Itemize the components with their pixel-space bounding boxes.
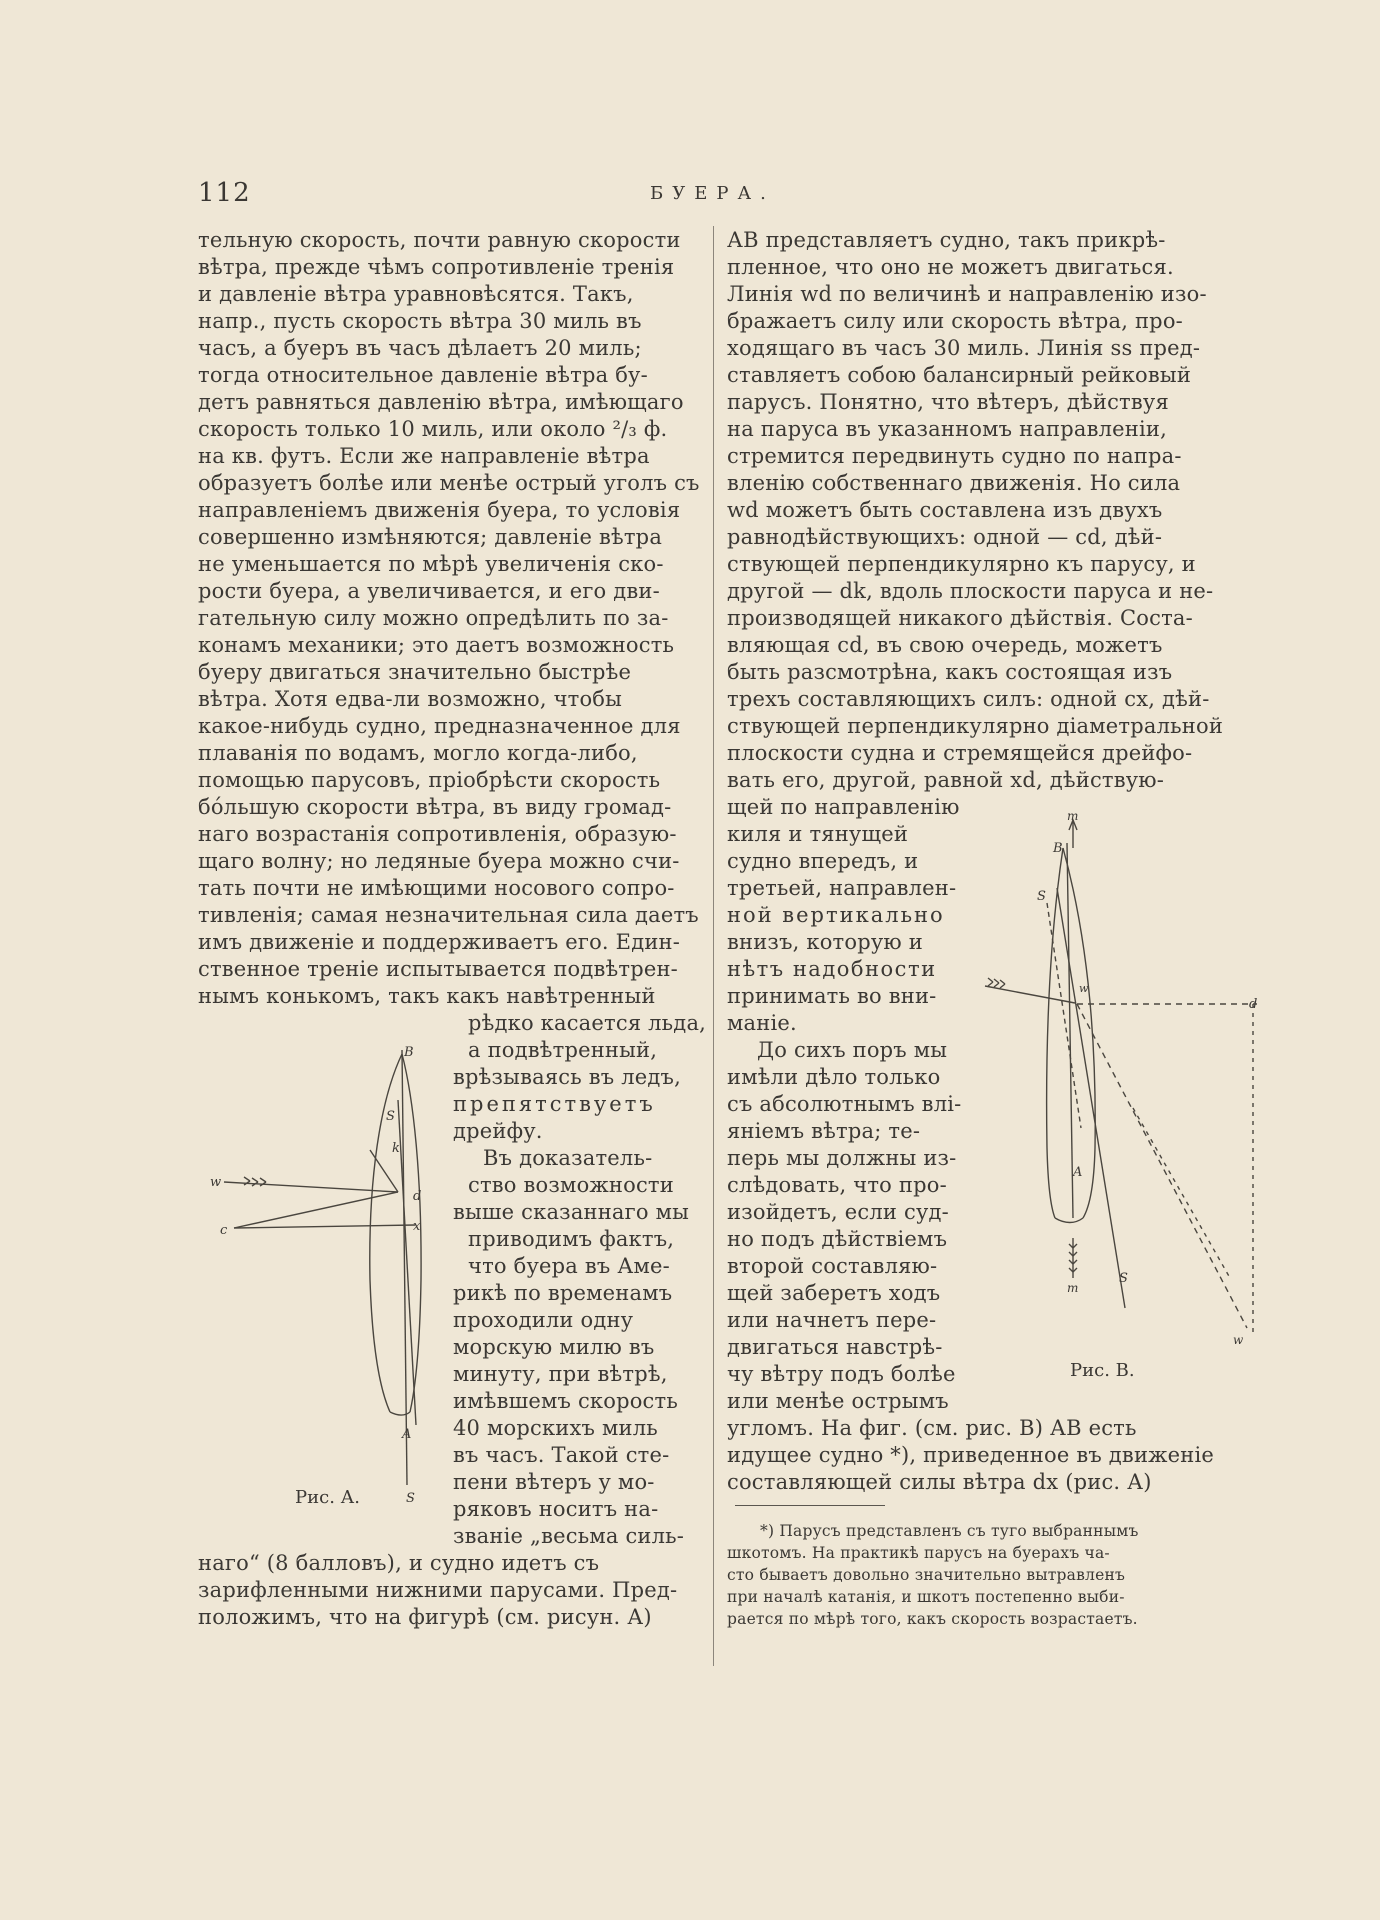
text-line: угломъ. На фиг. (см. рис. В) АВ есть — [727, 1416, 1137, 1440]
text-line: на паруса въ указанномъ направленіи, — [727, 417, 1167, 441]
sail-line — [1057, 888, 1125, 1308]
text-line: тогда относительное давленіе вѣтра бу- — [198, 363, 648, 387]
text-line: выше сказаннаго мы — [453, 1200, 690, 1224]
text-line: 40 морскихъ миль — [453, 1416, 658, 1440]
text-line: маніе. — [727, 1011, 797, 1035]
text-line: пени вѣтеръ у мо- — [453, 1470, 655, 1494]
text-line: ствующей перпендикулярно діаметральной — [727, 714, 1224, 738]
text-line: ходящаго въ часъ 30 миль. Линія ss пред- — [727, 336, 1201, 360]
figure-b — [985, 808, 1275, 1358]
text-line: минуту, при вѣтрѣ, — [453, 1362, 668, 1386]
text-line: или менѣе острымъ — [727, 1389, 949, 1413]
hull-left-edge — [370, 1054, 402, 1412]
fig-b-label-d: d — [1249, 997, 1258, 1012]
text-line: въ часъ. Такой сте- — [453, 1443, 670, 1467]
hull-stern — [1055, 1218, 1083, 1223]
text-line: а подвѣтренный, — [468, 1038, 658, 1062]
text-line: ственное треніе испытывается подвѣтрен- — [198, 957, 678, 981]
fig-a-label-w: w — [210, 1175, 222, 1190]
footnote-line: рается по мѣрѣ того, какъ скорость возрастаетъ. — [727, 1610, 1138, 1628]
text-line: Въ доказатель- — [483, 1146, 653, 1170]
text-line: помощью парусовъ, пріобрѣсти скорость — [198, 768, 661, 792]
running-title: БУЕРА. — [650, 183, 775, 204]
text-line: составляющей силы вѣтра dx (рис. А) — [727, 1470, 1152, 1494]
text-line: ствующей перпендикулярно къ парусу, и — [727, 552, 1196, 576]
text-line: зарифленными нижними парусами. Пред- — [198, 1578, 678, 1602]
text-line: чу вѣтру подъ болѣе — [727, 1362, 956, 1386]
sail-line — [398, 1100, 416, 1425]
text-line: и давленіе вѣтра уравновѣсятся. Такъ, — [198, 282, 634, 306]
text-line: приводимъ фактъ, — [468, 1227, 675, 1251]
hull-stern — [390, 1412, 410, 1415]
text-line: имѣли дѣло только — [727, 1065, 941, 1089]
text-line: на кв. футъ. Если же направленіе вѣтра — [198, 444, 650, 468]
fig-a-label-c: c — [220, 1223, 228, 1238]
text-line: вленію собственнаго движенія. Но сила — [727, 471, 1181, 495]
wind-arrow-feathers — [244, 1177, 266, 1186]
sail-dashed — [1047, 903, 1081, 1128]
fig-a-label-x: x — [413, 1219, 421, 1234]
hull-left-edge — [1047, 848, 1063, 1218]
keel-line — [1067, 843, 1073, 1218]
text-line: часъ, а буеръ въ часъ дѣлаетъ 20 миль; — [198, 336, 642, 360]
text-line: бо́льшую скорости вѣтра, въ виду громад- — [198, 795, 672, 819]
text-line: или начнетъ пере- — [727, 1308, 937, 1332]
text-line: быть разсмотрѣна, какъ состоящая изъ — [727, 660, 1173, 684]
text-line: рости буера, а увеличивается, и его дви- — [198, 579, 660, 603]
text-line: трехъ составляющихъ силъ: одной cx, дѣй- — [727, 687, 1210, 711]
fig-a-label-d: d — [413, 1189, 422, 1204]
text-line: тать почти не имѣющими носового сопро- — [198, 876, 675, 900]
text-line: ной вертикально — [727, 903, 945, 927]
text-line: скорость только 10 миль, или около ²/₃ ф. — [198, 417, 668, 441]
text-line: совершенно измѣняются; давленіе вѣтра — [198, 525, 663, 549]
text-line: яніемъ вѣтра; те- — [727, 1119, 921, 1143]
text-line: другой — dk, вдоль плоскости паруса и не- — [727, 579, 1214, 603]
fig-a-label-B: B — [404, 1045, 414, 1060]
fig-a-label-k: k — [392, 1141, 400, 1156]
text-line: имъ движеніе и поддерживаетъ его. Един- — [198, 930, 681, 954]
text-line: не уменьшается по мѣрѣ увеличенія ско- — [198, 552, 664, 576]
cd-line — [234, 1225, 415, 1228]
page-number: 112 — [198, 178, 251, 208]
text-line: тивленія; самая незначительная сила даетъ — [198, 903, 699, 927]
text-line: вѣтра. Хотя едва-ли возможно, чтобы — [198, 687, 623, 711]
wind-line-c — [234, 1192, 398, 1228]
fig-b-label-w-bottom: w — [1233, 1333, 1244, 1347]
diag-dashed-2 — [1133, 1108, 1230, 1278]
text-line: пленное, что оно не можетъ двигаться. — [727, 255, 1174, 279]
text-line: равнодѣйствующихъ: одной — cd, дѣй- — [727, 525, 1163, 549]
fig-b-label-A: A — [1073, 1165, 1083, 1180]
text-line: третьей, направлен- — [727, 876, 957, 900]
text-line: званіе „весьма силь- — [453, 1524, 685, 1548]
footnote-line: шкотомъ. На практикѣ парусъ на буерахъ ча- — [727, 1544, 1110, 1562]
text-line: рѣдко касается льда, — [468, 1011, 707, 1035]
text-line: препятствуетъ — [453, 1092, 656, 1116]
text-line: идущее судно *), приведенное въ движеніе — [727, 1443, 1215, 1467]
text-line: морскую милю въ — [453, 1335, 655, 1359]
text-line: имѣвшемъ скорость — [453, 1389, 678, 1413]
fig-a-label-A: A — [402, 1427, 412, 1442]
text-line: вать его, другой, равной xd, дѣйствую- — [727, 768, 1165, 792]
text-line: судно впередъ, и — [727, 849, 919, 873]
text-line: проходили одну — [453, 1308, 634, 1332]
fig-b-label-m-top: m — [1067, 809, 1079, 823]
text-line: АВ представляетъ судно, такъ прикрѣ- — [727, 228, 1166, 252]
text-line: врѣзываясь въ ледъ, — [453, 1065, 681, 1089]
text-line: детъ равняться давленію вѣтра, имѣющаго — [198, 390, 684, 414]
text-line: производящей никакого дѣйствія. Соста- — [727, 606, 1193, 630]
text-line: Линія wd по величинѣ и направленію изо- — [727, 282, 1207, 306]
text-line: буеру двигаться значительно быстрѣе — [198, 660, 632, 684]
text-line: двигаться навстрѣ- — [727, 1335, 943, 1359]
figure-a-caption: Рис. А. — [295, 1487, 360, 1508]
fig-b-label-B: B — [1053, 841, 1063, 856]
keel-line — [402, 1050, 407, 1485]
fig-b-label-w: w — [1079, 982, 1089, 995]
fig-a-label-S-bottom: S — [406, 1491, 415, 1506]
text-line: изойдетъ, если суд- — [727, 1200, 949, 1224]
text-line: парусъ. Понятно, что вѣтеръ, дѣйствуя — [727, 390, 1169, 414]
text-line: плаванія по водамъ, могло когда-либо, — [198, 741, 638, 765]
text-line: вляющая cd, въ свою очередь, можетъ — [727, 633, 1163, 657]
footnote-line: сто бываетъ довольно значительно вытравленъ — [727, 1566, 1126, 1584]
text-line: направленіемъ движенія буера, то условія — [198, 498, 681, 522]
fig-a-label-S-top: S — [386, 1109, 395, 1124]
text-line: внизъ, которую и — [727, 930, 923, 954]
text-line: щей заберетъ ходъ — [727, 1281, 941, 1305]
text-line: гательную силу можно опредѣлить по за- — [198, 606, 669, 630]
text-line: слѣдовать, что про- — [727, 1173, 947, 1197]
text-line: плоскости судна и стремящейся дрейфо- — [727, 741, 1193, 765]
fig-b-label-S-top: S — [1037, 889, 1046, 904]
text-line: второй составляю- — [727, 1254, 938, 1278]
text-line: ряковъ носитъ на- — [453, 1497, 659, 1521]
text-line: щей по направленію — [727, 795, 960, 819]
text-line: конамъ механики; это даетъ возможность — [198, 633, 675, 657]
text-line: До сихъ поръ мы — [757, 1038, 948, 1062]
text-line: дрейфу. — [453, 1119, 543, 1143]
text-line: перь мы должны из- — [727, 1146, 957, 1170]
text-line: наго“ (8 балловъ), и судно идетъ съ — [198, 1551, 600, 1575]
text-line: рикѣ по временамъ — [453, 1281, 673, 1305]
text-line: вѣтра, прежде чѣмъ сопротивленіе тренія — [198, 255, 675, 279]
text-line: принимать во вни- — [727, 984, 937, 1008]
text-line: тельную скорость, почти равную скорости — [198, 228, 681, 252]
text-line: съ абсолютнымъ влі- — [727, 1092, 962, 1116]
text-line: какое-нибудь судно, предназначенное для — [198, 714, 681, 738]
text-line: что буера въ Аме- — [468, 1254, 670, 1278]
text-line: наго возрастанія сопротивленія, образую- — [198, 822, 677, 846]
text-line: образуетъ болѣе или менѣе острый уголъ съ — [198, 471, 700, 495]
text-line: киля и тянущей — [727, 822, 909, 846]
text-line: бражаетъ силу или скорость вѣтра, про- — [727, 309, 1183, 333]
text-line: щаго волну; но ледяные буера можно счи- — [198, 849, 680, 873]
fig-b-label-S-bottom: S — [1119, 1271, 1128, 1286]
text-line: напр., пусть скорость вѣтра 30 миль въ — [198, 309, 642, 333]
figure-b-caption: Рис. В. — [1070, 1360, 1135, 1381]
text-line: ство возможности — [468, 1173, 674, 1197]
fig-b-label-m-bottom: m — [1067, 1281, 1079, 1295]
text-line: но подъ дѣйствіемъ — [727, 1227, 948, 1251]
footnote-rule — [735, 1505, 885, 1506]
footnote-line: *) Парусъ представленъ съ туго выбраннымъ — [760, 1522, 1139, 1540]
text-line: нѣтъ надобности — [727, 957, 937, 981]
figure-a — [210, 1040, 460, 1510]
text-line: wd можетъ быть составлена изъ двухъ — [727, 498, 1163, 522]
column-divider — [713, 226, 714, 1666]
text-line: нымъ конькомъ, такъ какъ навѣтренный — [198, 984, 656, 1008]
text-line: ставляетъ собою балансирный рейковый — [727, 363, 1192, 387]
footnote-line: при началѣ катанія, и шкотъ постепенно выби- — [727, 1588, 1125, 1606]
text-line: стремится передвинуть судно по напра- — [727, 444, 1182, 468]
text-line: положимъ, что на фигурѣ (см. рисун. А) — [198, 1605, 652, 1629]
